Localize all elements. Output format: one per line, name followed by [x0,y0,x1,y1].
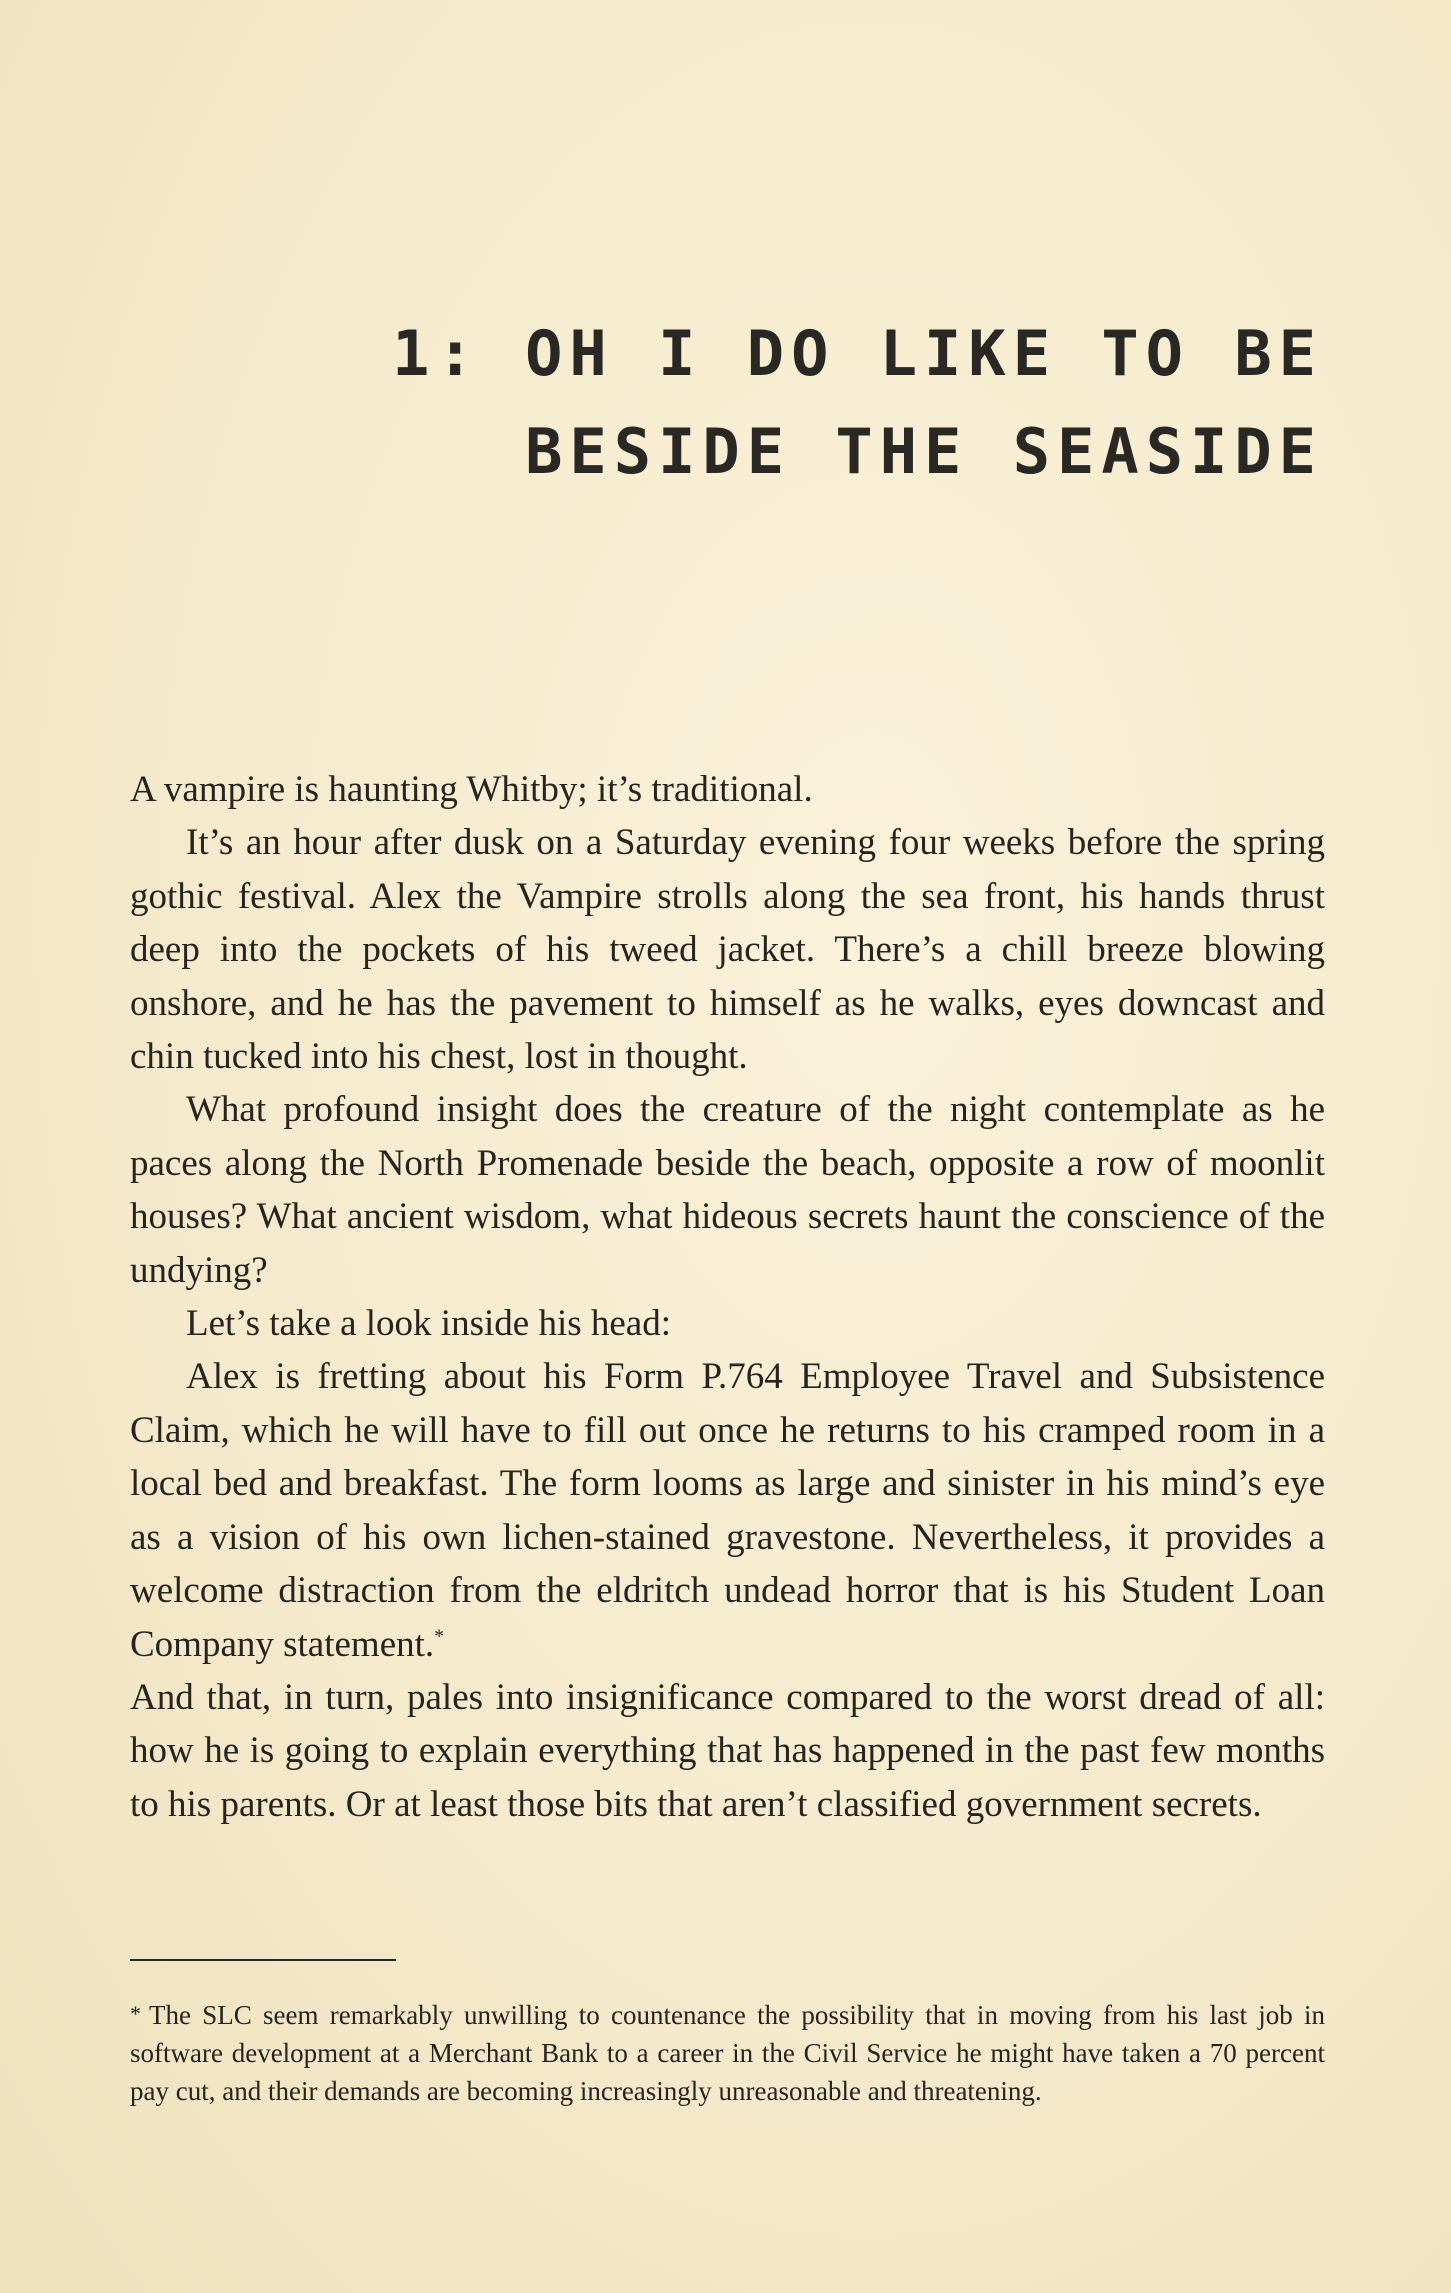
paragraph-4: Let’s take a look inside his head: [186,1303,671,1345]
chapter-title-line-2: BESIDE THE SEASIDE [525,415,1323,488]
paragraph-3: What profound insight does the creature of the night contemplate as he paces along the North Promenade beside the beach, opposite a row of moonlit houses? What ancient wisdom, what hideous secrets haunt the conscience of the undying? [130,1089,1325,1291]
paragraph-6: And that, in turn, pales into insignificance compared to the worst dread of all: how he is going to explain everything that has happened in the past few months to his parents. Or at least those bits that aren’t classified government secrets. [130,1676,1325,1825]
chapter-title [143,305,1323,501]
footnote-text: The SLC seem remarkably unwilling to countenance the possibility that in moving from his last job in software development at a Merchant Bank to a career in the Civil Service he might have taken a 70 percent pay cut, and their demands are becoming increasingly unreasonable and threatening. [130,2000,1325,2106]
chapter-title-line-1: 1: OH I DO LIKE TO BE [392,317,1323,390]
paragraph-5-text: Alex is fretting about his Form P.764 Employee Travel and Subsistence Claim, which he will have to fill out once he returns to his cramped room in a local bed and breakfast. The form looms as large and sinister in his mind’s eye as a vision of his own lichen-stained gravestone. Nevertheless, it provides a welcome distraction from the eldritch undead horror that is his Student Loan Company statement. [130,1356,1325,1665]
paragraph-1: A vampire is haunting Whitby; it’s traditional. [130,769,813,810]
chapter-body [130,763,1325,1831]
paragraph-5 [130,1350,1325,1670]
footnote-divider [130,1959,396,1961]
paragraph-2: It’s an hour after dusk on a Saturday evening four weeks before the spring gothic festival. Alex the Vampire strolls along the sea front, his hands thrust deep into the pockets of his tweed jacket. There’s a chill breeze blowing onshore, and he has the pavement to himself as he walks, eyes downcast and chin tucked into his chest, lost in thought. [130,822,1325,1078]
footnote-marker: * [130,2001,141,2026]
footnote-reference-mark: * [434,1625,445,1648]
footnote [130,1995,1325,2110]
